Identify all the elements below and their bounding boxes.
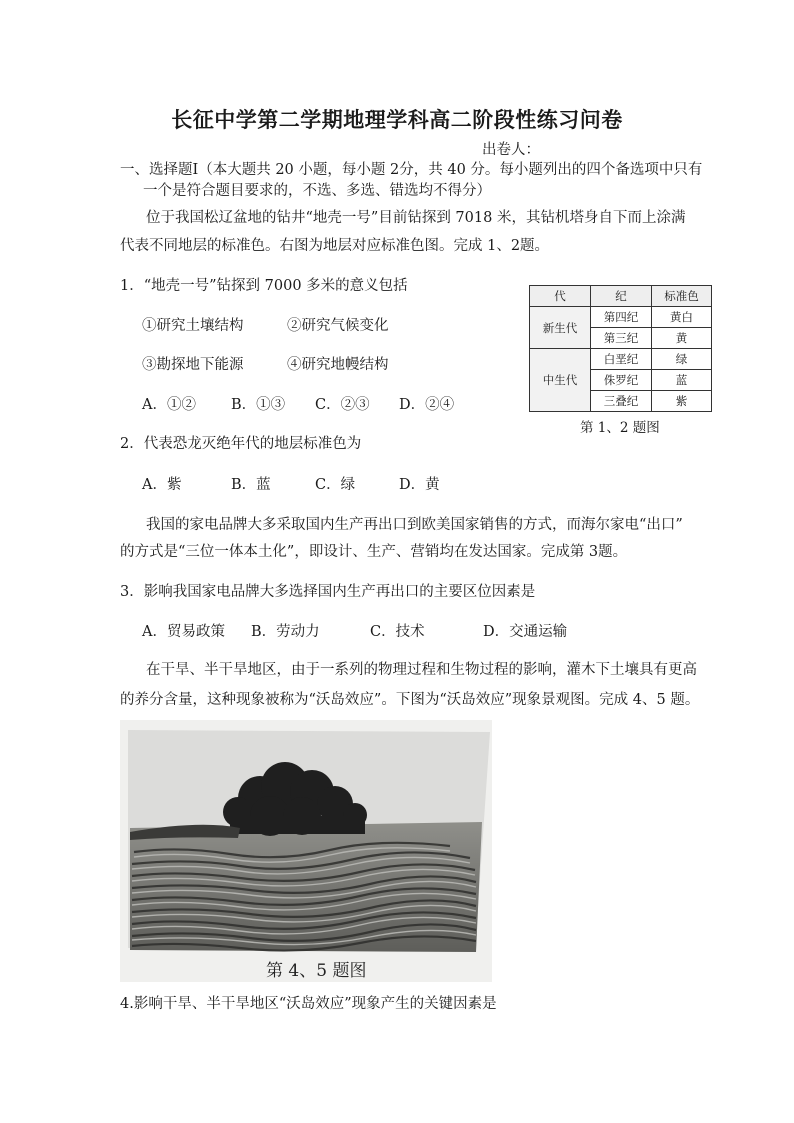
table-period-cell: 第三纪 [591, 328, 652, 349]
table-period-cell: 三叠纪 [591, 391, 652, 412]
question-2-option-d: D．黄 [399, 477, 440, 493]
question-2-option-a: A．紫 [142, 477, 182, 493]
table-header-period: 纪 [591, 286, 652, 307]
section-instructions-line2: 一个是符合题目要求的，不选、多选、错选均不得分） [143, 183, 491, 199]
table-header-color: 标准色 [652, 286, 712, 307]
passage3-line1: 在干旱、半干旱地区，由于一系列的物理过程和生物过程的影响，灌木下土壤具有更高 [146, 662, 697, 678]
question-3-option-d: D．交通运输 [483, 624, 568, 640]
table-period-cell: 白垩纪 [591, 349, 652, 370]
passage2-line1: 我国的家电品牌大多采取国内生产再出口到欧美国家销售的方式，而海尔家电“出口” [146, 517, 683, 533]
question-4-stem: 4.影响干旱、半干旱地区“沃岛效应”现象产生的关键因素是 [120, 996, 497, 1012]
question-1-item-3: ③勘探地下能源 [142, 357, 244, 373]
photo-caption: 第 4、5 题图 [266, 961, 367, 981]
passage2-line2: 的方式是“三位一体本土化”，即设计、生产、营销均在发达国家。完成第 3题。 [120, 544, 628, 560]
table-period-cell: 第四纪 [591, 307, 652, 328]
question-1-option-b: B．①③ [231, 397, 286, 413]
question-3-stem: 3．影响我国家电品牌大多选择国内生产再出口的主要区位因素是 [120, 584, 536, 600]
question-1-option-c: C．②③ [315, 397, 370, 413]
table-period-cell: 侏罗纪 [591, 370, 652, 391]
page-title: 长征中学第二学期地理学科高二阶段性练习问卷 [171, 108, 623, 132]
passage1-line1: 位于我国松辽盆地的钻井“地壳一号”目前钻探到 7018 米，其钻机塔身自下而上涂满 [146, 210, 686, 226]
table-era-mesozoic: 中生代 [530, 349, 591, 412]
question-3-option-a: A．贸易政策 [142, 624, 225, 640]
table-color-cell: 绿 [652, 349, 712, 370]
passage1-line2: 代表不同地层的标准色。右图为地层对应标准色图。完成 1、2题。 [120, 238, 550, 254]
question-1-item-2: ②研究气候变化 [287, 318, 389, 334]
table-color-cell: 黄白 [652, 307, 712, 328]
question-2-option-b: B．蓝 [231, 477, 271, 493]
question-1-stem: 1．“地壳一号”钻探到 7000 多米的意义包括 [120, 278, 408, 294]
desert-shrub-photo [120, 720, 492, 982]
question-1-item-1: ①研究土壤结构 [142, 318, 244, 334]
question-1-option-d: D．②④ [399, 397, 455, 413]
passage3-line2: 的养分含量，这种现象被称为“沃岛效应”。下图为“沃岛效应”现象景观图。完成 4、5 题。 [120, 692, 700, 708]
photo-graphic [120, 720, 492, 982]
section-instructions-line1: 一、选择题Ⅰ（本大题共 20 小题，每小题 2分，共 40 分。每小题列出的四个备选项中只有 [120, 162, 703, 178]
table-color-cell: 紫 [652, 391, 712, 412]
table-caption: 第 1、2 题图 [580, 420, 660, 436]
question-1-item-4: ④研究地幔结构 [287, 357, 389, 373]
question-3-option-b: B．劳动力 [251, 624, 320, 640]
question-2-stem: 2．代表恐龙灭绝年代的地层标准色为 [120, 436, 362, 452]
table-header-era: 代 [530, 286, 591, 307]
strata-color-table [529, 285, 712, 412]
table-era-cenozoic: 新生代 [530, 307, 591, 349]
question-1-option-a: A．①② [142, 397, 196, 413]
question-2-option-c: C．绿 [315, 477, 356, 493]
table-color-cell: 黄 [652, 328, 712, 349]
author-label: 出卷人： [482, 142, 540, 158]
question-3-option-c: C．技术 [370, 624, 425, 640]
table-color-cell: 蓝 [652, 370, 712, 391]
